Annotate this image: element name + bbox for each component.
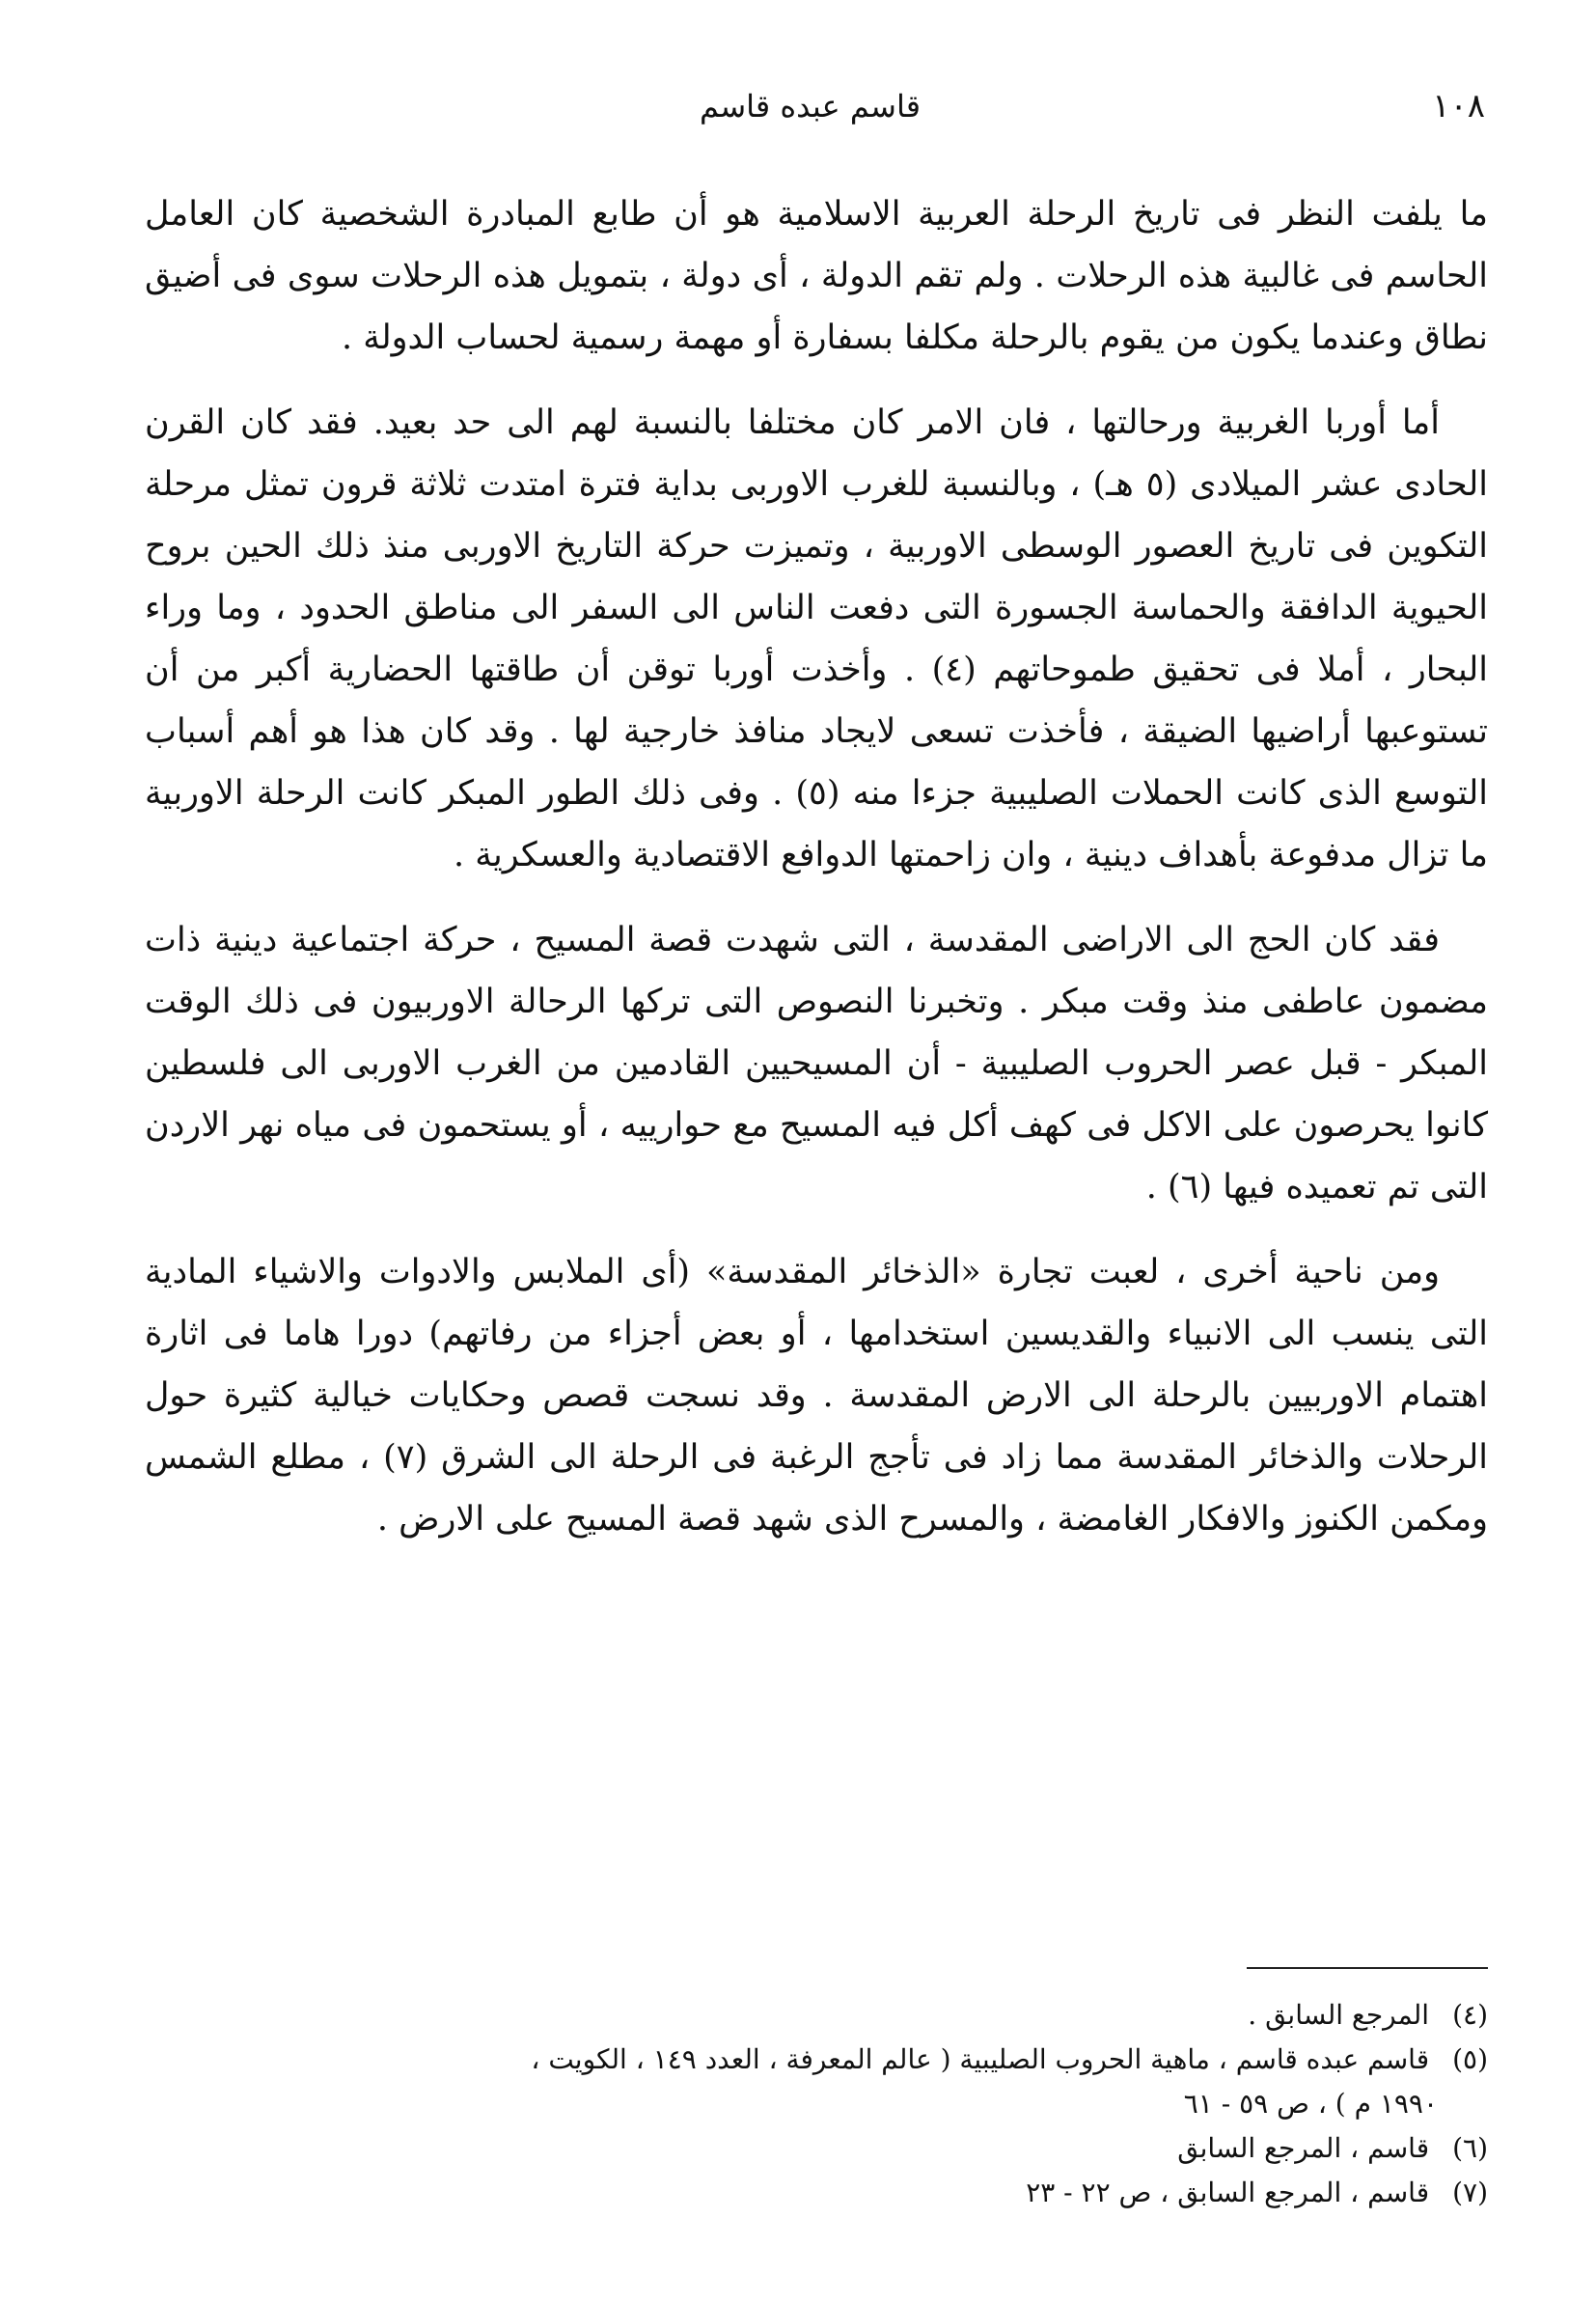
footnote-number: (٤) xyxy=(1452,1999,1488,2031)
footnote xyxy=(145,2038,1488,2082)
paragraph: ومن ناحية أخرى ، لعبت تجارة «الذخائر المقدسة» (أى الملابس والادوات والاشياء المادية التى ينسب الى الانبياء والقديسين استخدامها ، أو بعض أجزاء من رفاتهم) دورا هاما فى اثارة اهتمام الاوربيين بالرحلة الى الارض المقدسة . وقد نسجت قصص وحكايات خيالية كثيرة حول الرحلات والذخائر المقدسة مما زاد فى تأجج الرغبة فى الرحلة الى الشرق (٧) ، مطلع الشمس ومكمن الكنوز والافكار الغامضة ، والمسرح الذى شهد قصة المسيح على الارض . xyxy=(145,1253,1488,1539)
body-text xyxy=(145,183,1488,1573)
footnote-separator xyxy=(1247,1967,1488,1969)
paragraph: فقد كان الحج الى الاراضى المقدسة ، التى شهدت قصة المسيح ، حركة اجتماعية دينية ذات مضمون عاطفى منذ وقت مبكر . وتخبرنا النصوص التى تركها الرحالة الاوربيون فى ذلك الوقت المبكر - قبل عصر الحروب الصليبية - أن المسيحيين القادمين من الغرب الاوربى الى فلسطين كانوا يحرصون على الاكل فى كهف أكل فيه المسيح مع حوارييه ، أو يستحمون فى مياه نهر الاردن التى تم تعميده فيها (٦) . xyxy=(145,921,1488,1206)
footnote-number: (٧) xyxy=(1452,2177,1488,2208)
page-header xyxy=(135,77,1485,135)
footnote-continuation: ١٩٩٠ م ) ، ص ٥٩ - ٦١ xyxy=(1183,2088,1438,2120)
footnotes xyxy=(145,1993,1488,2215)
footnote xyxy=(145,1993,1488,2038)
paragraph: ما يلفت النظر فى تاريخ الرحلة العربية الاسلامية هو أن طابع المبادرة الشخصية كان العامل الحاسم فى غالبية هذه الرحلات . ولم تقم الدولة ، أى دولة ، بتمويل هذه الرحلات سوى فى أضيق نطاق وعندما يكون من يقوم بالرحلة مكلفا بسفارة أو مهمة رسمية لحساب الدولة . xyxy=(145,195,1488,357)
footnote xyxy=(145,2171,1488,2215)
page-number: ١٠٨ xyxy=(1432,87,1485,125)
footnote-number: (٥) xyxy=(1452,2043,1488,2075)
paragraph: أما أوربا الغربية ورحالتها ، فان الامر كان مختلفا بالنسبة لهم الى حد بعيد. فقد كان القرن الحادى عشر الميلادى (٥ هـ) ، وبالنسبة للغرب الاوربى بداية فترة امتدت ثلاثة قرون تمثل مرحلة التكوين فى تاريخ العصور الوسطى الاوربية ، وتميزت حركة التاريخ الاوربى منذ ذلك الحين بروح الحيوية الدافقة والحماسة الجسورة التى دفعت الناس الى السفر الى مناطق الحدود ، وما وراء البحار ، أملا فى تحقيق طموحاتهم (٤) . وأخذت أوربا توقن أن طاقتها الحضارية أكبر من أن تستوعبها أراضيها الضيقة ، فأخذت تسعى لايجاد منافذ خارجية لها . وقد كان هذا هو أهم أسباب التوسع الذى كانت الحملات الصليبية جزءا منه (٥) . وفى ذلك الطور المبكر كانت الرحلة الاوربية ما تزال مدفوعة بأهداف دينية ، وان زاحمتها الدوافع الاقتصادية والعسكرية . xyxy=(145,403,1489,874)
footnote-text: المرجع السابق . xyxy=(1248,1999,1430,2031)
footnote xyxy=(145,2126,1488,2171)
footnote-text: قاسم ، المرجع السابق xyxy=(1177,2132,1430,2164)
running-title: قاسم عبده قاسم xyxy=(700,88,921,125)
footnote-text: قاسم ، المرجع السابق ، ص ٢٢ - ٢٣ xyxy=(1026,2177,1430,2208)
footnote-number: (٦) xyxy=(1452,2132,1488,2164)
footnote-text: قاسم عبده قاسم ، ماهية الحروب الصليبية ( عالم المعرفة ، العدد ١٤٩ ، الكويت ، xyxy=(531,2043,1430,2075)
